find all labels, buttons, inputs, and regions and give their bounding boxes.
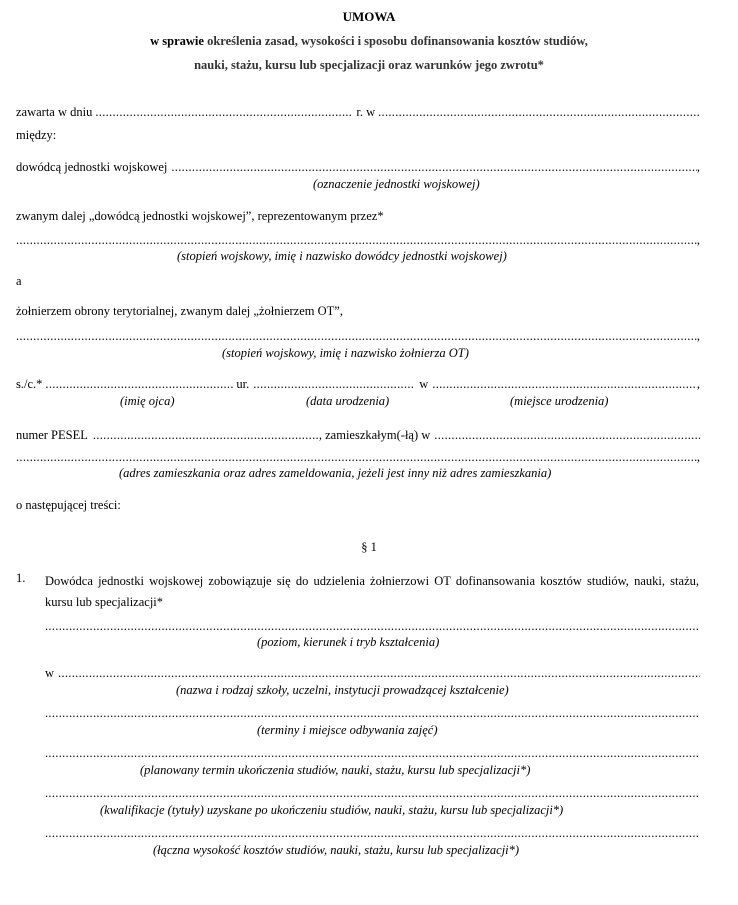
class-dates-field[interactable] xyxy=(45,706,700,721)
military-unit-field[interactable] xyxy=(171,160,697,175)
birth-date-field[interactable] xyxy=(253,377,415,392)
soldier-name-line xyxy=(16,329,700,344)
document-subtitle-line-1 xyxy=(0,34,738,49)
subtitle-bold-prefix: w sprawie xyxy=(150,34,204,48)
place-field[interactable] xyxy=(378,105,700,120)
father-name-field[interactable] xyxy=(45,377,233,392)
hint-education-level: (poziom, kierunek i tryb kształcenia) xyxy=(257,635,440,649)
commander-name-line xyxy=(16,233,700,248)
hint-soldier-name: (stopień wojskowy, imię i nazwisko żołnierza OT) xyxy=(222,346,469,360)
soldier-label: żołnierzem obrony terytorialnej, zwanym dalej „żołnierzem OT”, xyxy=(16,304,343,318)
in-label: w xyxy=(419,377,429,391)
level-line xyxy=(45,619,700,634)
hint-total-cost: (łączna wysokość kosztów studiów, nauki, stażu, kursu lub specjalizacji*) xyxy=(153,843,520,857)
year-in-label: r. w xyxy=(356,105,376,119)
represented-by-label: zwanym dalej „dowódcą jednostki wojskowej”, reprezentowanym przez* xyxy=(16,209,384,223)
comma: , xyxy=(696,377,700,391)
commander-label: dowódcą jednostki wojskowej xyxy=(16,160,168,174)
address-line xyxy=(16,450,700,465)
concluded-line xyxy=(16,105,700,120)
in-label: w xyxy=(45,666,55,680)
document-subtitle-line-2: nauki, stażu, kursu lub specjalizacji oraz warunków jego zwrotu* xyxy=(194,58,544,72)
resident-label: , zamieszkałym(-łą) w xyxy=(318,428,431,442)
comma: , xyxy=(696,329,700,343)
and-word: a xyxy=(16,274,22,288)
dates-line xyxy=(45,706,700,721)
residence-field[interactable] xyxy=(434,428,700,443)
comma: , xyxy=(696,450,700,464)
hint-commander-name: (stopień wojskowy, imię i nazwisko dowódcy jednostki wojskowej) xyxy=(177,249,507,263)
item-number: 1. xyxy=(16,571,26,585)
soldier-name-field[interactable] xyxy=(16,329,697,344)
content-intro: o następującej treści: xyxy=(16,498,121,512)
son-of-label: s./c.* xyxy=(16,377,43,391)
comma: , xyxy=(696,160,700,174)
date-field[interactable] xyxy=(95,105,353,120)
address-field[interactable] xyxy=(16,450,697,465)
planned-end-line xyxy=(45,746,700,761)
qualifications-line xyxy=(45,786,700,801)
commander-line xyxy=(16,160,700,175)
hint-class-dates: (terminy i miejsce odbywania zajęć) xyxy=(257,723,438,737)
education-level-field[interactable] xyxy=(45,619,700,634)
between-label: między: xyxy=(16,128,57,142)
hint-birth-date: (data urodzenia) xyxy=(306,394,390,408)
section-mark: § 1 xyxy=(361,540,377,554)
hint-military-unit: (oznaczenie jednostki wojskowej) xyxy=(313,177,480,191)
pesel-line xyxy=(16,428,700,443)
school-line xyxy=(45,666,700,681)
hint-planned-end: (planowany termin ukończenia studiów, nauki, stażu, kursu lub specjalizacji*) xyxy=(140,763,531,777)
hint-address: (adres zamieszkania oraz adres zameldowania, jeżeli jest inny niż adres zamieszkania) xyxy=(119,466,552,480)
qualifications-field[interactable] xyxy=(45,786,700,801)
personal-details-line xyxy=(16,377,700,392)
hint-school: (nazwa i rodzaj szkoły, uczelni, instytucji prowadzącej kształcenie) xyxy=(176,683,509,697)
comma: , xyxy=(696,233,700,247)
planned-end-field[interactable] xyxy=(45,746,700,761)
born-label: ur. xyxy=(236,377,250,391)
hint-father-name: (imię ojca) xyxy=(120,394,175,408)
total-cost-line xyxy=(45,826,700,841)
total-cost-field[interactable] xyxy=(45,826,700,841)
document-title: UMOWA xyxy=(342,9,396,24)
birth-place-field[interactable] xyxy=(432,377,697,392)
school-field[interactable] xyxy=(58,666,700,681)
commander-name-field[interactable] xyxy=(16,233,697,248)
subtitle-line-1-rest: określenia zasad, wysokości i sposobu dofinansowania kosztów studiów, xyxy=(203,34,588,48)
hint-birth-place: (miejsce urodzenia) xyxy=(510,394,609,408)
pesel-label: numer PESEL xyxy=(16,428,88,442)
concluded-on-label: zawarta w dniu xyxy=(16,105,93,119)
hint-qualifications: (kwalifikacje (tytuły) uzyskane po ukończeniu studiów, nauki, stażu, kursu lub specjalizacji*) xyxy=(100,803,564,817)
pesel-field[interactable] xyxy=(93,428,319,443)
item-1-text: Dowódca jednostki wojskowej zobowiązuje się do udzielenia żołnierzowi OT dofinansowania kosztów studiów, nauki, stażu, kursu lub specjalizacji* xyxy=(45,574,699,609)
